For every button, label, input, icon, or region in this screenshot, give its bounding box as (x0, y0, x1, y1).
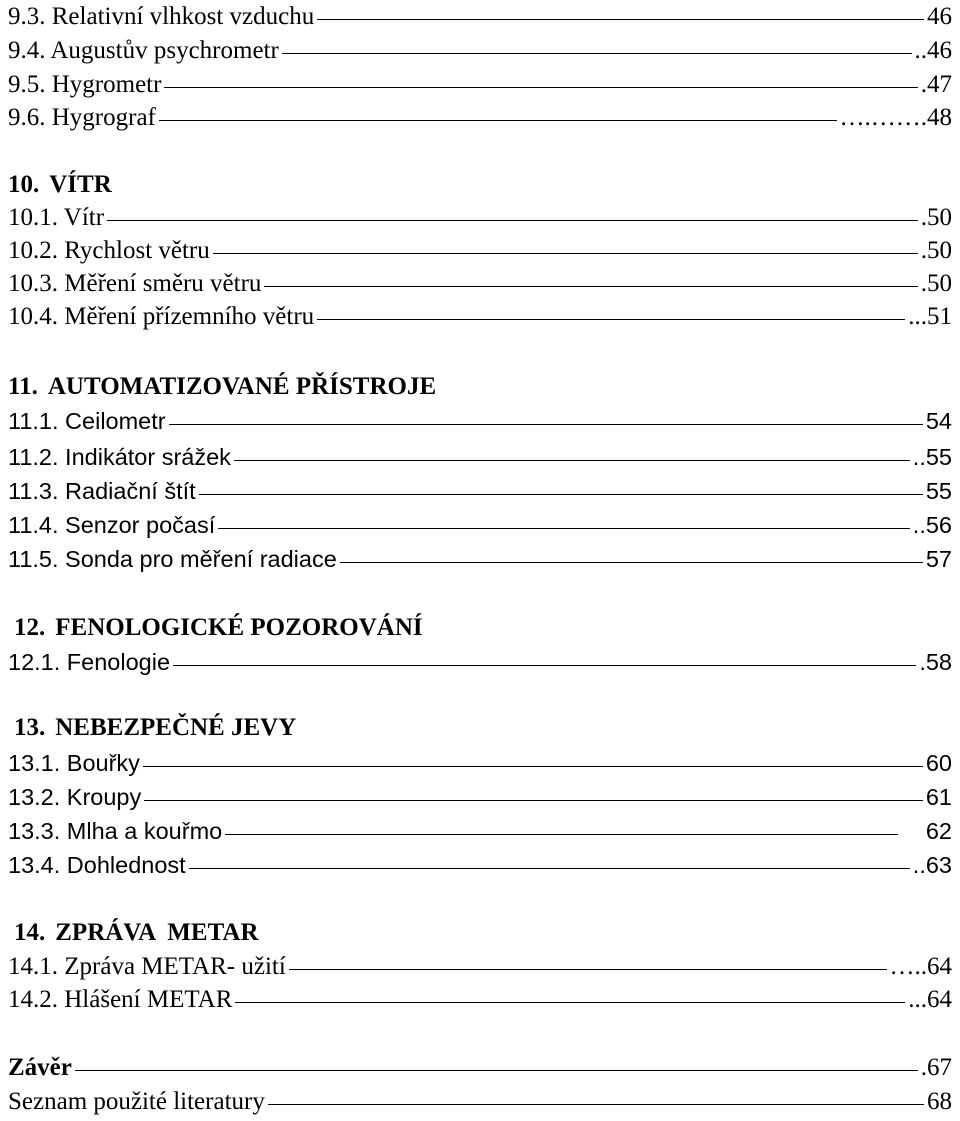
toc-entry-dots: .. (914, 37, 927, 64)
dot-leader (234, 459, 910, 461)
toc-entry-page: 67 (927, 1054, 952, 1081)
toc-entry-label: 13.1. Bouřky (8, 750, 140, 776)
toc-entry-label: 10.3. Měření směru větru (8, 270, 262, 297)
section-heading-10 (8, 168, 112, 202)
toc-entry-10-2 (8, 234, 952, 268)
section-title: ZPRÁVA METAR (55, 919, 259, 946)
section-number: 14. (14, 919, 46, 946)
section-title: FENOLOGICKÉ POZOROVÁNÍ (55, 614, 423, 641)
dot-leader (340, 561, 923, 563)
toc-entry-page: 50 (927, 204, 952, 231)
toc-entry-page: 50 (927, 237, 952, 264)
toc-entry-label: 9.3. Relativní vlhkost vzduchu (8, 3, 315, 30)
toc-entry-label: 11.5. Sonda pro měření radiace (8, 546, 337, 572)
toc-entry-dots: . (920, 204, 927, 231)
toc-entry-11-3 (8, 474, 952, 508)
toc-entry-label: 14.1. Zpráva METAR- užití (8, 953, 286, 980)
toc-entry-page: 64 (927, 986, 952, 1013)
dot-leader (268, 1103, 924, 1105)
section-heading-14 (14, 916, 259, 950)
toc-entry-13-3 (8, 814, 952, 848)
section-heading-13 (14, 711, 296, 745)
dot-leader (189, 867, 910, 869)
dot-leader (143, 765, 923, 767)
toc-entry-13-4 (8, 848, 952, 882)
dot-leader (75, 1069, 918, 1071)
section-number: 10. (8, 171, 40, 198)
toc-entry-dots: ... (908, 303, 927, 330)
dot-leader (144, 799, 923, 801)
toc-entry-page: 57 (925, 546, 952, 572)
toc-entry-dots: .. (912, 512, 926, 538)
toc-entry-page: 55 (925, 478, 952, 504)
toc-entry-dots: ….……. (839, 104, 927, 131)
dot-leader (235, 1001, 905, 1003)
toc-entry-dots: . (919, 649, 926, 675)
toc-entry-page: 47 (927, 71, 952, 98)
toc-entry-11-1 (8, 404, 952, 438)
toc-entry-page: 55 (925, 444, 952, 470)
toc-entry-seznam (8, 1085, 952, 1119)
toc-entry-label: 11.4. Senzor počasí (8, 512, 216, 538)
toc-entry-11-4 (8, 508, 952, 542)
toc-entry-label: 11.2. Indikátor srážek (8, 444, 231, 470)
toc-entry-dots: . (920, 270, 927, 297)
toc-entry-label: 10.1. Vítr (8, 204, 105, 231)
toc-entry-dots: . (920, 71, 927, 98)
section-heading-11 (8, 370, 436, 404)
toc-entry-label: 11.3. Radiační štít (8, 478, 196, 504)
dot-leader (199, 493, 923, 495)
toc-entry-label: 12.1. Fenologie (8, 649, 171, 675)
toc-entry-page: 64 (927, 953, 952, 980)
section-number: 11. (8, 373, 38, 400)
toc-entry-label: 14.2. Hlášení METAR (8, 986, 233, 1013)
dot-leader (218, 527, 910, 529)
toc-entry-10-3 (8, 267, 952, 301)
section-title: NEBEZPEČNÉ JEVY (55, 714, 297, 741)
toc-entry-label: 9.4. Augustův psychrometr (8, 37, 279, 64)
toc-entry-9-4 (8, 34, 952, 68)
dot-leader (317, 18, 924, 20)
dot-leader (317, 318, 905, 320)
toc-entry-page: 51 (927, 303, 952, 330)
toc-entry-dots: . (920, 1054, 927, 1081)
dot-leader (173, 664, 916, 666)
toc-entry-13-2 (8, 780, 952, 814)
toc-entry-10-1 (8, 201, 952, 235)
toc-entry-page: 60 (925, 750, 952, 776)
dot-leader (164, 86, 917, 88)
toc-entry-12-1 (8, 645, 952, 679)
toc-entry-14-2 (8, 983, 952, 1017)
toc-entry-9-5 (8, 68, 952, 102)
toc-entry-label: 10.2. Rychlost větru (8, 237, 210, 264)
toc-entry-label: 9.6. Hygrograf (8, 104, 156, 131)
toc-entry-page: 48 (927, 104, 952, 131)
dot-leader (225, 833, 898, 835)
toc-entry-page: 50 (927, 270, 952, 297)
toc-entry-page: 61 (925, 784, 952, 810)
section-number: 13. (14, 714, 46, 741)
toc-entry-page: 62 (925, 818, 952, 844)
toc-entry-10-4 (8, 300, 952, 334)
toc-entry-page: 68 (927, 1088, 952, 1115)
toc-entry-label: 13.4. Dohlednost (8, 852, 186, 878)
toc-entry-zaver (8, 1051, 952, 1085)
toc-entry-label: Závěr (8, 1054, 72, 1081)
toc-entry-label: 13.3. Mlha a kouřmo (8, 818, 223, 844)
toc-entry-page: 56 (925, 512, 952, 538)
toc-entry-13-1 (8, 746, 952, 780)
toc-entry-page: 46 (927, 3, 952, 30)
section-title: VÍTR (49, 171, 112, 198)
toc-entry-dots: ... (908, 986, 927, 1013)
toc-entry-label: 10.4. Měření přízemního větru (8, 303, 315, 330)
toc-entry-9-6 (8, 101, 952, 135)
toc-entry-page: 46 (927, 37, 952, 64)
toc-entry-9-3 (8, 0, 952, 34)
toc-entry-label: Seznam použité literatury (8, 1088, 265, 1115)
dot-leader (169, 423, 923, 425)
toc-entry-dots: .. (912, 852, 926, 878)
dot-leader (107, 219, 918, 221)
toc-entry-dots: ….. (889, 953, 927, 980)
toc-entry-page: 54 (925, 408, 952, 434)
toc-entry-dots: .. (912, 444, 926, 470)
toc-entry-page: 58 (925, 649, 952, 675)
dot-leader (264, 285, 917, 287)
section-heading-12 (14, 611, 423, 645)
toc-entry-dots: . (920, 237, 927, 264)
dot-leader (159, 119, 837, 121)
toc-entry-11-2 (8, 440, 952, 474)
toc-entry-11-5 (8, 542, 952, 576)
section-title: AUTOMATIZOVANÉ PŘÍSTROJE (47, 373, 437, 400)
section-number: 12. (14, 614, 46, 641)
toc-entry-page: 63 (925, 852, 952, 878)
dot-leader (213, 252, 918, 254)
toc-entry-label: 13.2. Kroupy (8, 784, 142, 810)
toc-entry-14-1 (8, 950, 952, 984)
toc-entry-label: 9.5. Hygrometr (8, 71, 162, 98)
toc-entry-label: 11.1. Ceilometr (8, 408, 166, 434)
dot-leader (289, 968, 887, 970)
dot-leader (282, 52, 912, 54)
